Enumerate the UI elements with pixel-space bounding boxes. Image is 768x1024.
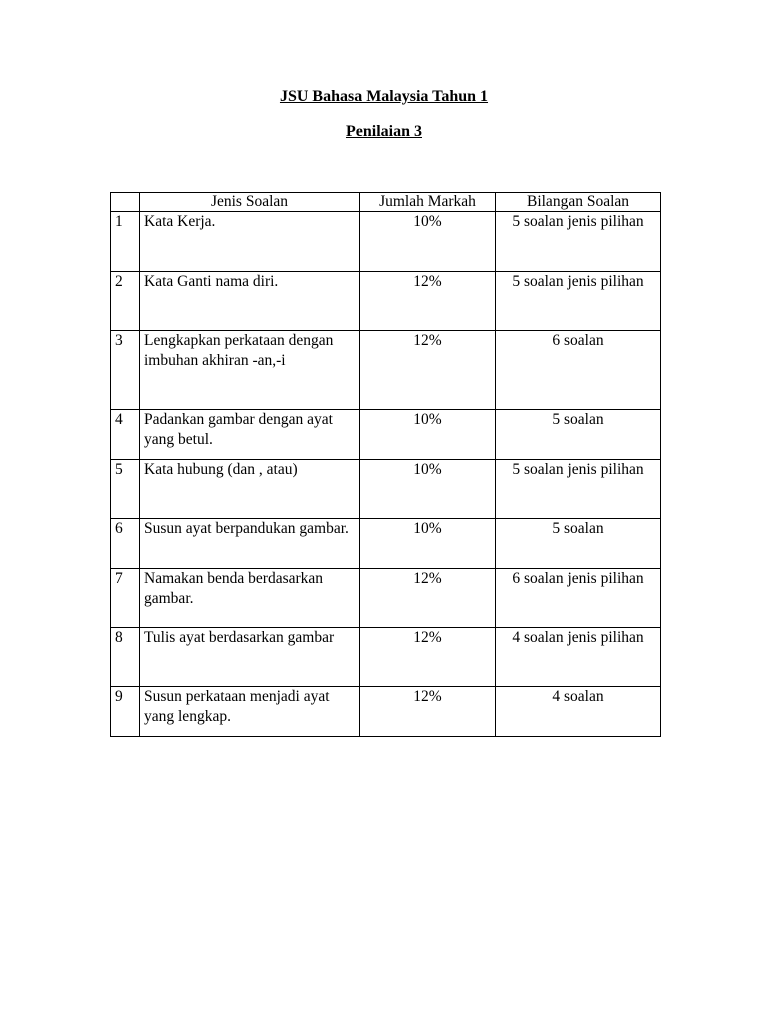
cell-no: 5 <box>111 460 140 519</box>
cell-no: 6 <box>111 519 140 569</box>
table-row <box>111 331 661 410</box>
cell-jenis-soalan: Padankan gambar dengan ayat yang betul. <box>140 410 360 460</box>
cell-jumlah-markah: 10% <box>360 460 496 519</box>
table-row <box>111 272 661 331</box>
table-row <box>111 569 661 628</box>
table-row <box>111 628 661 687</box>
table-row <box>111 687 661 737</box>
cell-jumlah-markah: 12% <box>360 628 496 687</box>
header-no <box>111 193 140 212</box>
cell-jenis-soalan: Kata Ganti nama diri. <box>140 272 360 331</box>
cell-jenis-soalan: Tulis ayat berdasarkan gambar <box>140 628 360 687</box>
cell-jumlah-markah: 12% <box>360 569 496 628</box>
table-row <box>111 519 661 569</box>
cell-no: 3 <box>111 331 140 410</box>
cell-jumlah-markah: 12% <box>360 272 496 331</box>
cell-jenis-soalan: Susun perkataan menjadi ayat yang lengkap. <box>140 687 360 737</box>
cell-no: 4 <box>111 410 140 460</box>
cell-bilangan-soalan: 5 soalan jenis pilihan <box>496 212 661 272</box>
cell-no: 8 <box>111 628 140 687</box>
cell-bilangan-soalan: 5 soalan <box>496 519 661 569</box>
cell-no: 7 <box>111 569 140 628</box>
document-title: JSU Bahasa Malaysia Tahun 1 <box>279 88 489 105</box>
cell-no: 2 <box>111 272 140 331</box>
cell-jenis-soalan: Namakan benda berdasarkan gambar. <box>140 569 360 628</box>
table-row <box>111 460 661 519</box>
cell-bilangan-soalan: 5 soalan <box>496 410 661 460</box>
cell-jenis-soalan: Lengkapkan perkataan dengan imbuhan akhiran -an,-i <box>140 331 360 410</box>
cell-bilangan-soalan: 5 soalan jenis pilihan <box>496 272 661 331</box>
cell-jenis-soalan: Kata Kerja. <box>140 212 360 272</box>
table-header-row <box>111 193 661 212</box>
cell-jumlah-markah: 10% <box>360 519 496 569</box>
cell-bilangan-soalan: 4 soalan jenis pilihan <box>496 628 661 687</box>
cell-jumlah-markah: 10% <box>360 410 496 460</box>
header-jenis-soalan: Jenis Soalan <box>140 193 360 212</box>
cell-bilangan-soalan: 6 soalan <box>496 331 661 410</box>
cell-no: 9 <box>111 687 140 737</box>
cell-no: 1 <box>111 212 140 272</box>
cell-bilangan-soalan: 4 soalan <box>496 687 661 737</box>
cell-jumlah-markah: 12% <box>360 687 496 737</box>
cell-jenis-soalan: Susun ayat berpandukan gambar. <box>140 519 360 569</box>
header-jumlah-markah: Jumlah Markah <box>360 193 496 212</box>
table-row <box>111 212 661 272</box>
document-subtitle: Penilaian 3 <box>345 123 422 140</box>
cell-jumlah-markah: 10% <box>360 212 496 272</box>
cell-bilangan-soalan: 5 soalan jenis pilihan <box>496 460 661 519</box>
header-bilangan-soalan: Bilangan Soalan <box>496 193 661 212</box>
cell-jenis-soalan: Kata hubung (dan , atau) <box>140 460 360 519</box>
cell-bilangan-soalan: 6 soalan jenis pilihan <box>496 569 661 628</box>
jsu-table <box>110 192 661 737</box>
cell-jumlah-markah: 12% <box>360 331 496 410</box>
table-row <box>111 410 661 460</box>
